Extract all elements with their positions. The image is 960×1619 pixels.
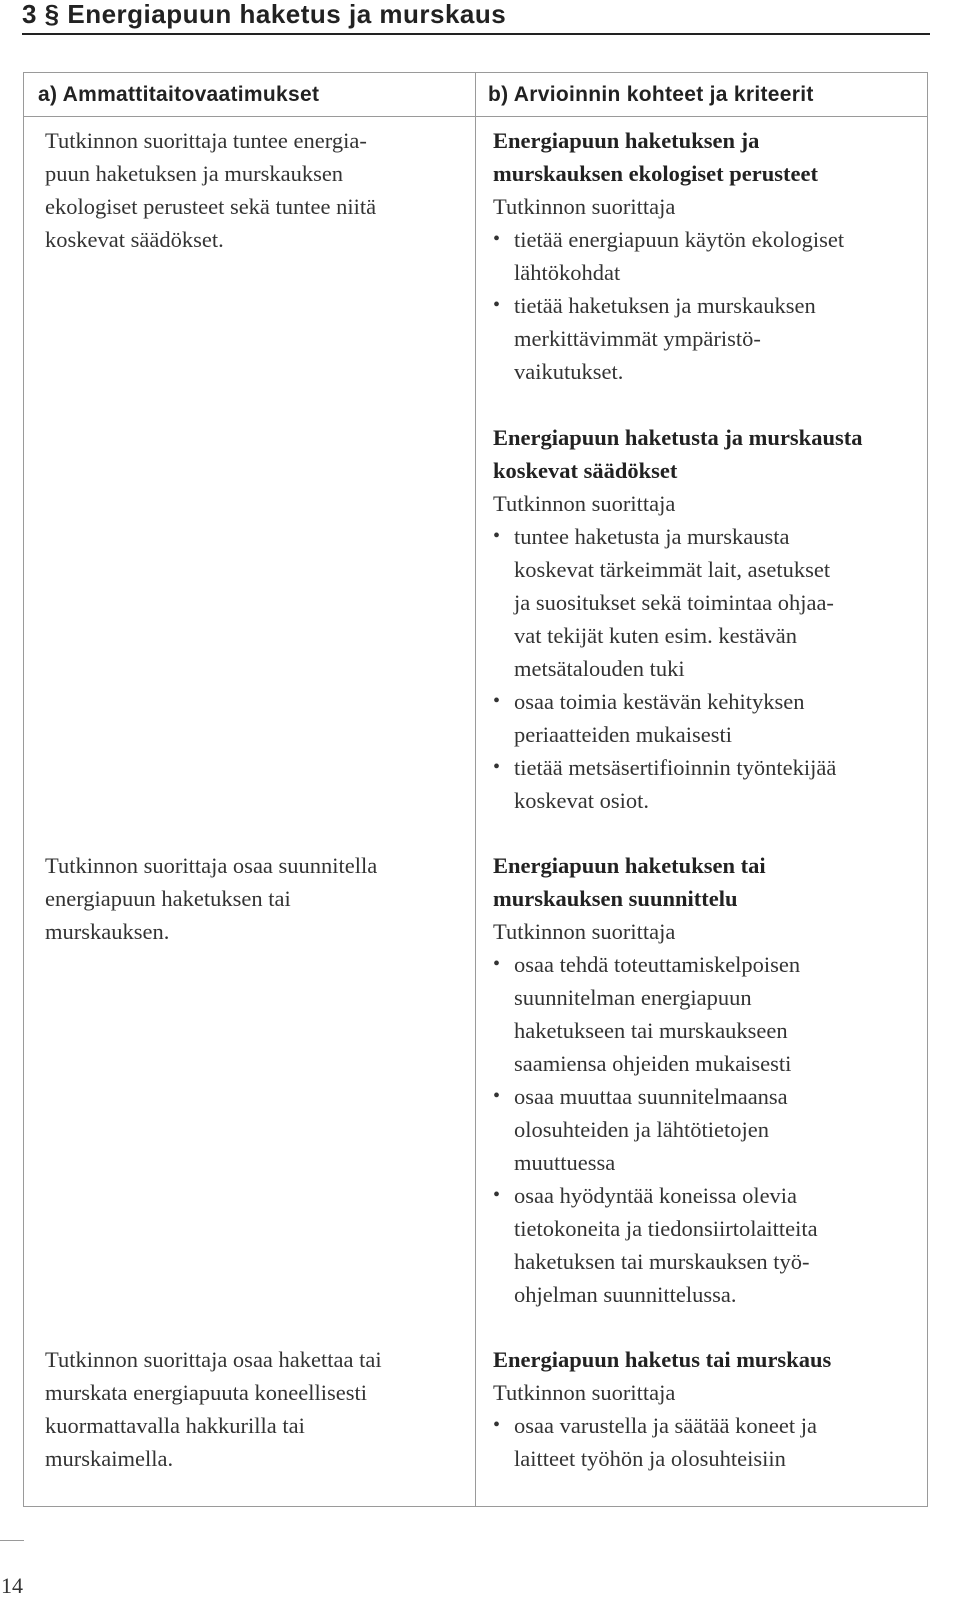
text-line: Tutkinnon suorittaja tuntee energia- [45,128,367,153]
bullet-icon: • [493,756,501,778]
criteria-title [493,124,923,190]
requirement-block-1 [45,124,465,256]
column-header-b: b) Arvioinnin kohteet ja kriteerit [488,83,814,106]
title-line: Energiapuun haketusta ja murskausta [493,425,863,450]
text-line: murskata energiapuuta koneellisesti [45,1380,367,1405]
criteria-list [493,1409,923,1475]
list-item: • tuntee haketusta ja murskausta koskevat tärkeimmät lait, asetukset ja suositukset sekä toimintaa ohjaa- vat tekijät kuten esim. kestävän metsätalouden tuki [493,520,923,685]
bullet-icon: • [493,1085,501,1107]
title-line: murskauksen suunnittelu [493,886,738,911]
bullet-icon: • [493,525,501,547]
column-header-a: a) Ammattitaitovaatimukset [38,83,320,106]
title-line: koskevat säädökset [493,458,678,483]
criteria-block-1 [493,124,923,388]
criteria-title [493,1343,923,1376]
column-divider [475,72,476,1507]
criteria-list [493,948,923,1311]
page-number: 14 [1,1573,23,1598]
criteria-subject: Tutkinnon suorittaja [493,491,676,516]
list-item: • osaa hyödyntää koneissa olevia tietokoneita ja tiedonsiirtolaitteita haketuksen tai murskauksen työ- ohjelman suunnittelussa. [493,1179,923,1311]
bullet-icon: • [493,1184,501,1206]
criteria-title [493,421,923,487]
bullet-icon: • [493,228,501,250]
text-line: ekologiset perusteet sekä tuntee niitä [45,194,377,219]
list-item: • osaa varustella ja säätää koneet ja laitteet työhön ja olosuhteisiin [493,1409,923,1475]
text-line: koskevat säädökset. [45,227,224,252]
text-line: kuormattavalla hakkurilla tai [45,1413,305,1438]
title-line: Energiapuun haketuksen tai [493,853,766,878]
list-item: • tietää haketuksen ja murskauksen merkittävimmät ympäristö- vaikutukset. [493,289,923,388]
criteria-list [493,223,923,388]
text-line: puun haketuksen ja murskauksen [45,161,344,186]
criteria-block-2 [493,421,923,817]
page-title: 3 § Energiapuun haketus ja murskaus [22,0,930,35]
criteria-subject: Tutkinnon suorittaja [493,194,676,219]
text-line: Tutkinnon suorittaja osaa suunnitella [45,853,378,878]
text-line: murskauksen. [45,919,170,944]
list-item: • osaa toimia kestävän kehityksen periaatteiden mukaisesti [493,685,923,751]
list-item: • tietää metsäsertifioinnin työntekijää koskevat osiot. [493,751,923,817]
page-number-rule [0,1540,24,1541]
list-item: • osaa muuttaa suunnitelmaansa olosuhteiden ja lähtötietojen muuttuessa [493,1080,923,1179]
title-line: Energiapuun haketuksen ja [493,128,760,153]
criteria-subject: Tutkinnon suorittaja [493,919,676,944]
bullet-icon: • [493,690,501,712]
title-line: Energiapuun haketus tai murskaus [493,1347,832,1372]
criteria-title [493,849,923,915]
criteria-subject: Tutkinnon suorittaja [493,1380,676,1405]
text-line: Tutkinnon suorittaja osaa hakettaa tai [45,1347,382,1372]
requirement-block-3 [45,1343,465,1475]
title-line: murskauksen ekologiset perusteet [493,161,818,186]
text-line: murskaimella. [45,1446,174,1471]
criteria-block-4 [493,1343,923,1475]
list-item: • osaa tehdä toteuttamiskelpoisen suunnitelman energiapuun haketukseen tai murskaukseen saamiensa ohjeiden mukaisesti [493,948,923,1080]
criteria-list [493,520,923,817]
requirement-block-2 [45,849,465,948]
header-divider [23,116,928,117]
bullet-icon: • [493,953,501,975]
criteria-block-3 [493,849,923,1311]
list-item: • tietää energiapuun käytön ekologiset lähtökohdat [493,223,923,289]
text-line: energiapuun haketuksen tai [45,886,291,911]
bullet-icon: • [493,294,501,316]
bullet-icon: • [493,1414,501,1436]
